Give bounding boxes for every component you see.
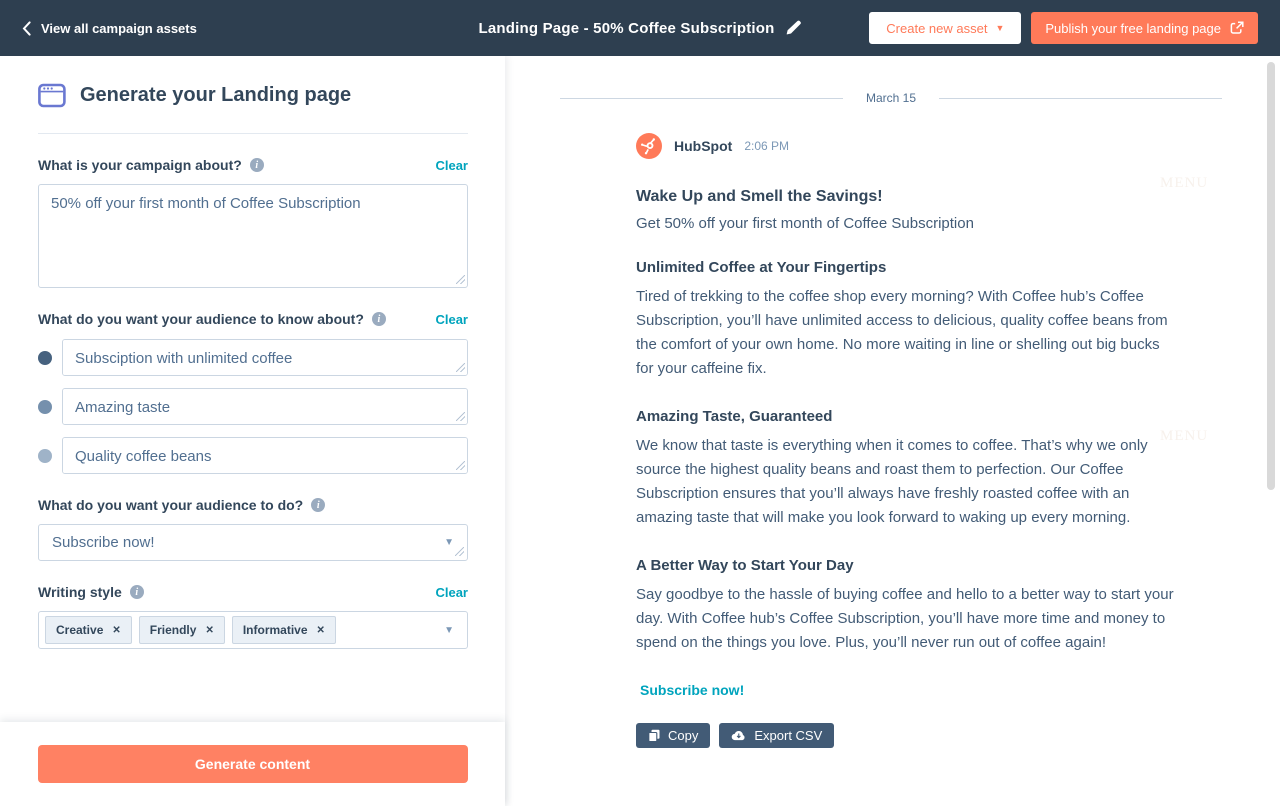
generator-footer	[0, 722, 505, 806]
bullet-dot-icon	[38, 400, 52, 414]
tag-label: Informative	[242, 623, 308, 637]
audience-action-value: Subscribe now!	[52, 534, 155, 551]
section-body: Say goodbye to the hassle of buying coffee and hello to a better way to start your day. With Coffee hub’s Coffee Subscription, you’ll have more time and money to spend on the things you love. Plus, you’ll never run out of coffee again!	[636, 586, 1174, 651]
create-new-asset-button[interactable]	[869, 12, 1021, 44]
remove-tag-icon[interactable]: ✕	[112, 624, 121, 636]
writing-style-multiselect[interactable]	[38, 611, 468, 649]
hubspot-avatar	[636, 133, 662, 159]
external-link-icon	[1230, 21, 1244, 35]
date-divider	[560, 91, 1222, 105]
generated-section-1	[636, 259, 1176, 381]
section-heading: Amazing Taste, Guaranteed	[636, 408, 833, 425]
scrollbar-thumb[interactable]	[1267, 62, 1275, 490]
style-tag-creative	[45, 616, 132, 644]
know-about-input-2[interactable]	[62, 388, 468, 425]
publish-label: Publish your free landing page	[1045, 20, 1221, 36]
bullet-dot-icon	[38, 449, 52, 463]
campaign-about-textarea[interactable]	[38, 184, 468, 288]
campaign-about-field-wrap	[38, 184, 468, 288]
date-label: March 15	[865, 91, 917, 105]
menu-watermark: MENU	[1160, 428, 1209, 444]
writing-style-label: Writing style	[38, 584, 122, 600]
know-about-row-2	[38, 388, 468, 425]
edit-pencil-icon[interactable]	[785, 20, 801, 36]
generated-section-2	[636, 408, 1176, 530]
section-body: We know that taste is everything when it comes to coffee. That’s why we only source the highest quality beans and roast them to perfection. Our Coffee Subscription ensures that you’ll always have freshly roasted coffee with an amazing taste that will make you look forward to waking up every morning.	[636, 437, 1148, 526]
back-label: View all campaign assets	[41, 20, 197, 36]
subscribe-now-link[interactable]: Subscribe now!	[640, 682, 745, 698]
audience-action-select[interactable]	[38, 524, 468, 561]
style-tag-informative	[232, 616, 336, 644]
style-tag-friendly	[139, 616, 225, 644]
info-icon[interactable]: i	[311, 498, 325, 512]
navbar-actions	[869, 12, 1258, 44]
section-body: Tired of trekking to the coffee shop every morning? With Coffee hub’s Coffee Subscription, you’ll have unlimited access to delicious, quality coffee beans from the comfort of your own home. No more waiting in line or shelling out big bucks for your caffeine fix.	[636, 288, 1168, 377]
back-chevron-icon	[22, 21, 31, 36]
caret-down-icon: ▼	[444, 624, 454, 636]
generated-headline: Wake Up and Smell the Savings!	[636, 188, 883, 205]
generator-form	[0, 56, 505, 649]
info-icon[interactable]: i	[250, 158, 264, 172]
know-about-row-3	[38, 437, 468, 474]
message-actions	[636, 723, 1176, 748]
section-heading: Unlimited Coffee at Your Fingertips	[636, 259, 887, 276]
content-preview-panel	[505, 56, 1280, 806]
caret-down-icon: ▼	[995, 22, 1005, 33]
know-about-clear-link[interactable]: Clear	[435, 311, 468, 327]
campaign-about-clear-link[interactable]: Clear	[435, 157, 468, 173]
back-to-assets-link[interactable]	[22, 21, 197, 36]
caret-down-icon: ▼	[444, 537, 454, 548]
audience-action-label: What do you want your audience to do?	[38, 497, 304, 513]
publish-landing-page-button[interactable]	[1031, 12, 1258, 44]
header-divider	[38, 133, 468, 134]
remove-tag-icon[interactable]: ✕	[316, 624, 325, 636]
section-heading: A Better Way to Start Your Day	[636, 557, 854, 574]
copy-button[interactable]	[636, 723, 710, 748]
remove-tag-icon[interactable]: ✕	[205, 624, 214, 636]
generator-header	[38, 83, 468, 108]
menu-watermark: MENU	[1160, 175, 1209, 191]
message-header	[636, 133, 1176, 159]
know-about-row-1	[38, 339, 468, 376]
generated-section-3	[636, 557, 1176, 655]
generated-subheadline: Get 50% off your first month of Coffee Subscription	[636, 215, 974, 232]
bullet-dot-icon	[38, 351, 52, 365]
info-icon[interactable]: i	[372, 312, 386, 326]
asset-title-text: Landing Page - 50% Coffee Subscription	[478, 19, 775, 37]
generator-title: Generate your Landing page	[80, 84, 352, 106]
sender-name: HubSpot	[674, 138, 733, 154]
export-label: Export CSV	[754, 728, 823, 743]
divider-line	[560, 98, 843, 99]
divider-line	[939, 98, 1222, 99]
know-about-label: What do you want your audience to know about?	[38, 311, 364, 327]
export-csv-button[interactable]	[719, 723, 834, 748]
message-time: 2:06 PM	[744, 139, 790, 153]
copy-icon	[648, 729, 660, 742]
writing-style-clear-link[interactable]: Clear	[435, 584, 468, 600]
campaign-about-label: What is your campaign about?	[38, 157, 242, 173]
know-about-input-3[interactable]	[62, 437, 468, 474]
landing-page-icon	[38, 83, 66, 108]
top-navbar	[0, 0, 1280, 56]
tag-label: Friendly	[149, 623, 197, 637]
generator-panel	[0, 56, 505, 806]
copy-label: Copy	[668, 728, 699, 743]
info-icon[interactable]: i	[130, 585, 144, 599]
cloud-download-icon	[731, 730, 746, 741]
generate-content-button[interactable]: Generate content	[38, 745, 468, 783]
resize-grip-icon[interactable]	[455, 547, 464, 556]
asset-title	[479, 20, 802, 37]
tag-label: Creative	[56, 623, 104, 637]
know-about-input-1[interactable]	[62, 339, 468, 376]
create-new-asset-label: Create new asset	[886, 20, 988, 36]
hubspot-message	[636, 133, 1176, 748]
